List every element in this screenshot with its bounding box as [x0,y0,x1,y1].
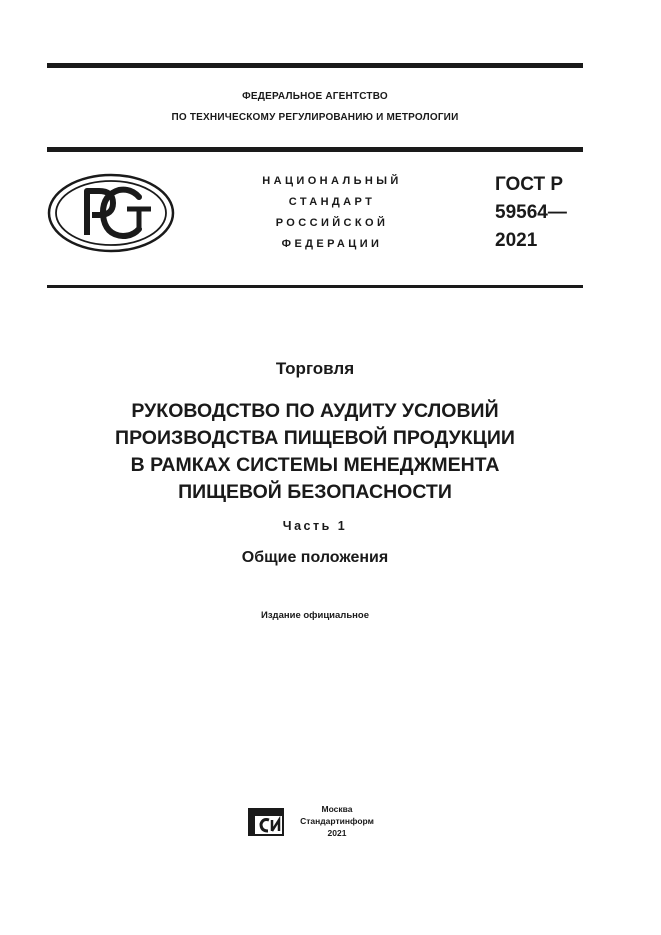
rst-logo-icon [47,173,175,253]
standard-code: ГОСТ Р 59564— 2021 [495,174,567,251]
header-bottom-rule [47,285,583,288]
edition-label: Издание официальное [261,610,369,621]
standartinform-logo-icon [248,808,284,836]
document-title: РУКОВОДСТВО ПО АУДИТУ УСЛОВИЙ ПРОИЗВОДСТВА ПИЩЕВОЙ ПРОДУКЦИИ В РАМКАХ СИСТЕМЫ МЕНЕДЖМЕНТА ПИЩЕВОЙ БЕЗОПАСНОСТИ [115,400,515,503]
publisher-info [293,803,381,839]
publisher-name: Стандартинформ [300,816,374,826]
top-rule [47,63,583,68]
publisher-year: 2021 [327,828,347,838]
national-standard-label: НАЦИОНАЛЬНЫЙ СТАНДАРТ РОССИЙСКОЙ ФЕДЕРАЦИИ [262,175,402,250]
part-label: Часть 1 [282,519,348,533]
agency-name-line2: ПО ТЕХНИЧЕСКОМУ РЕГУЛИРОВАНИЮ И МЕТРОЛОГИИ [171,112,459,123]
header-rule [47,147,583,152]
publisher-city: Москва [321,804,353,814]
agency-name-line1: ФЕДЕРАЛЬНОЕ АГЕНТСТВО [242,91,388,102]
document-subtitle: Общие положения [241,549,389,566]
section-heading: Торговля [275,359,355,378]
